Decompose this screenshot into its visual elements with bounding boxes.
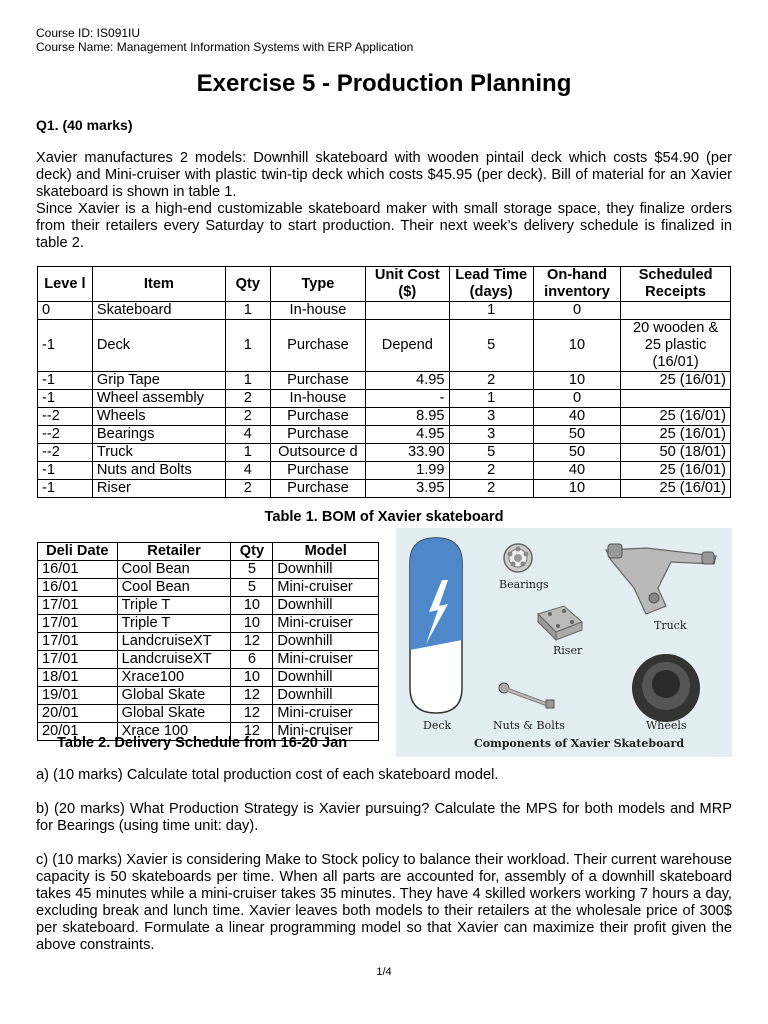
page-number: 1/4 (376, 966, 392, 978)
bom-header-cell: Scheduled Receipts (621, 267, 731, 302)
delivery-cell: Cool Bean (117, 579, 231, 597)
course-id: Course ID: IS091IU (36, 26, 141, 40)
bom-cell: 3 (449, 408, 533, 426)
bom-header-cell: On-hand inventory (533, 267, 620, 302)
bom-cell: 10 (533, 320, 620, 372)
bom-cell: --2 (38, 444, 93, 462)
bom-cell: 50 (533, 444, 620, 462)
delivery-header-cell: Qty (231, 543, 273, 561)
bom-cell: - (366, 390, 449, 408)
intro-paragraph-2: Since Xavier is a high-end customizable skateboard maker with small storage space, they finalize orders from their retailers every Saturday to start production. Their next week’s delivery schedule is finalized in table 2. (36, 201, 732, 251)
bom-cell: 50 (18/01) (621, 444, 731, 462)
delivery-cell: 5 (231, 561, 273, 579)
bom-cell: --2 (38, 408, 93, 426)
bom-cell: 25 (16/01) (621, 462, 731, 480)
bom-cell: 2 (449, 480, 533, 498)
figure-caption: Components of Xavier Skateboard (474, 737, 685, 750)
bom-cell: -1 (38, 480, 93, 498)
bom-cell: 10 (533, 372, 620, 390)
question-b: b) (20 marks) What Production Strategy is Xavier pursuing? Calculate the MPS for both models and MRP for Bearings (using time unit: day). (36, 801, 732, 834)
delivery-cell: 12 (231, 705, 273, 723)
bom-cell (621, 390, 731, 408)
delivery-row (38, 651, 379, 669)
bom-cell: 25 (16/01) (621, 480, 731, 498)
deck-label: Deck (423, 719, 452, 732)
bom-cell: 5 (449, 444, 533, 462)
bom-cell: Purchase (270, 462, 366, 480)
delivery-cell: Downhill (273, 561, 379, 579)
bom-cell: 8.95 (366, 408, 449, 426)
bom-cell: -1 (38, 372, 93, 390)
delivery-cell: Global Skate (117, 687, 231, 705)
bom-row (38, 462, 731, 480)
delivery-cell: Triple T (117, 597, 231, 615)
delivery-cell: 20/01 (38, 705, 118, 723)
nuts-bolts-label: Nuts & Bolts (493, 719, 565, 732)
bom-header-cell: Lead Time (days) (449, 267, 533, 302)
bom-cell: 4.95 (366, 426, 449, 444)
bom-cell: Outsource d (270, 444, 366, 462)
delivery-cell: 10 (231, 615, 273, 633)
delivery-cell: Downhill (273, 669, 379, 687)
delivery-cell: Cool Bean (117, 561, 231, 579)
bom-cell: 1.99 (366, 462, 449, 480)
bom-cell: 1 (225, 444, 270, 462)
bom-cell (621, 302, 731, 320)
delivery-row (38, 633, 379, 651)
delivery-row (38, 669, 379, 687)
delivery-cell: 17/01 (38, 597, 118, 615)
delivery-row (38, 687, 379, 705)
bom-cell: Purchase (270, 320, 366, 372)
bom-row (38, 302, 731, 320)
delivery-cell: Downhill (273, 687, 379, 705)
delivery-cell: 19/01 (38, 687, 118, 705)
bom-cell: -1 (38, 320, 93, 372)
bom-cell: Grip Tape (92, 372, 225, 390)
bom-cell: --2 (38, 426, 93, 444)
bom-cell: 1 (449, 302, 533, 320)
bom-cell (366, 302, 449, 320)
delivery-row (38, 597, 379, 615)
delivery-cell: 5 (231, 579, 273, 597)
bom-cell: 10 (533, 480, 620, 498)
bom-header-cell: Type (270, 267, 366, 302)
delivery-row (38, 615, 379, 633)
components-figure (396, 528, 732, 757)
bom-cell: 25 (16/01) (621, 408, 731, 426)
delivery-row (38, 561, 379, 579)
bom-cell: Wheel assembly (92, 390, 225, 408)
bom-cell: 40 (533, 408, 620, 426)
delivery-cell: 17/01 (38, 651, 118, 669)
bom-cell: 0 (38, 302, 93, 320)
page-title: Exercise 5 - Production Planning (196, 70, 572, 97)
table1-caption: Table 1. BOM of Xavier skateboard (264, 509, 504, 525)
wheel-image (632, 654, 700, 722)
bom-row (38, 390, 731, 408)
bom-cell: 2 (449, 372, 533, 390)
bom-cell: Nuts and Bolts (92, 462, 225, 480)
delivery-cell: Mini-cruiser (273, 723, 379, 741)
riser-label: Riser (553, 644, 583, 657)
bom-cell: Skateboard (92, 302, 225, 320)
bom-header-cell: Leve l (38, 267, 93, 302)
delivery-row (38, 705, 379, 723)
bom-cell: 1 (225, 320, 270, 372)
delivery-header-row (38, 543, 379, 561)
delivery-cell: 10 (231, 669, 273, 687)
bom-cell: Deck (92, 320, 225, 372)
bearing-image (504, 544, 532, 572)
delivery-cell: Xrace 100 (117, 723, 231, 741)
bom-cell: 1 (449, 390, 533, 408)
bom-cell: Purchase (270, 426, 366, 444)
bom-cell: 2 (225, 390, 270, 408)
delivery-cell: 6 (231, 651, 273, 669)
bom-header-cell: Item (92, 267, 225, 302)
bom-cell: -1 (38, 390, 93, 408)
delivery-cell: 12 (231, 687, 273, 705)
bom-row (38, 480, 731, 498)
bom-header-cell: Unit Cost ($) (366, 267, 449, 302)
bom-cell: 1 (225, 372, 270, 390)
delivery-row (38, 579, 379, 597)
bom-cell: Wheels (92, 408, 225, 426)
delivery-cell: LandcruiseXT (117, 633, 231, 651)
bom-cell: 3.95 (366, 480, 449, 498)
bom-cell: Depend (366, 320, 449, 372)
bom-cell: Truck (92, 444, 225, 462)
deck-image (410, 538, 462, 713)
bom-cell: 25 (16/01) (621, 426, 731, 444)
delivery-cell: 17/01 (38, 615, 118, 633)
bom-header-cell: Qty (225, 267, 270, 302)
bom-header-row (38, 267, 731, 302)
delivery-header-cell: Model (273, 543, 379, 561)
delivery-cell: Mini-cruiser (273, 651, 379, 669)
bom-row (38, 320, 731, 372)
table2-caption: Table 2. Delivery Schedule from 16-20 Jan (57, 735, 348, 751)
bom-row (38, 372, 731, 390)
delivery-cell: 10 (231, 597, 273, 615)
delivery-table (37, 542, 379, 741)
bom-row (38, 426, 731, 444)
question-a: a) (10 marks) Calculate total production cost of each skateboard model. (36, 767, 499, 783)
bom-cell: 4 (225, 462, 270, 480)
delivery-cell: Triple T (117, 615, 231, 633)
delivery-cell: Downhill (273, 597, 379, 615)
nuts-bolts-image (499, 683, 554, 708)
bom-cell: 50 (533, 426, 620, 444)
bom-cell: 2 (449, 462, 533, 480)
delivery-cell: LandcruiseXT (117, 651, 231, 669)
delivery-cell: Mini-cruiser (273, 579, 379, 597)
intro-paragraph-1: Xavier manufactures 2 models: Downhill skateboard with wooden pintail deck which costs $54.90 (per deck) and Mini-cruiser with plastic twin-tip deck which costs $45.95 (per deck). Bill of material for an Xavier skateboard is shown in table 1. (36, 150, 732, 200)
delivery-header-cell: Retailer (117, 543, 231, 561)
bom-cell: 3 (449, 426, 533, 444)
delivery-cell: Global Skate (117, 705, 231, 723)
bom-cell: 1 (225, 302, 270, 320)
truck-label: Truck (654, 619, 687, 632)
bom-cell: 5 (449, 320, 533, 372)
wheels-label: Wheels (646, 719, 687, 732)
delivery-cell: 12 (231, 723, 273, 741)
question-c: c) (10 marks) Xavier is considering Make to Stock policy to balance their workload. Their current warehouse capacity is 50 skateboards per time. When all parts are accounted for, assembly of a downhill skateboard takes 45 minutes while a mini-cruiser takes 35 minutes. They have 4 skilled workers working 7 hours a day, excluding break and lunch time. Xavier leaves both models to their retailers at the wholesale price of 300$ per skateboard. Formulate a linear programming model so that Xavier can maximize their profit given the above constraints. (36, 852, 732, 953)
bom-cell: 33.90 (366, 444, 449, 462)
bom-table (37, 266, 731, 498)
delivery-cell: 16/01 (38, 561, 118, 579)
bom-row (38, 444, 731, 462)
bom-cell: Bearings (92, 426, 225, 444)
question-heading: Q1. (40 marks) (36, 117, 133, 133)
bom-cell: -1 (38, 462, 93, 480)
bearings-label: Bearings (499, 578, 549, 591)
bom-cell: In-house (270, 390, 366, 408)
delivery-cell: Downhill (273, 633, 379, 651)
bom-cell: 0 (533, 302, 620, 320)
bom-cell: 25 (16/01) (621, 372, 731, 390)
bom-cell: 0 (533, 390, 620, 408)
bom-cell: 40 (533, 462, 620, 480)
delivery-cell: 17/01 (38, 633, 118, 651)
bom-cell: Purchase (270, 372, 366, 390)
bom-cell: 20 wooden & 25 plastic (16/01) (621, 320, 731, 372)
delivery-header-cell: Deli Date (38, 543, 118, 561)
truck-image (606, 544, 716, 614)
bom-cell: Riser (92, 480, 225, 498)
bom-cell: Purchase (270, 408, 366, 426)
bom-cell: 2 (225, 408, 270, 426)
bom-cell: 4 (225, 426, 270, 444)
bom-cell: 2 (225, 480, 270, 498)
delivery-body (38, 561, 379, 741)
delivery-cell: 18/01 (38, 669, 118, 687)
course-name: Course Name: Management Information Systems with ERP Application (36, 40, 414, 54)
delivery-cell: 12 (231, 633, 273, 651)
delivery-cell: Xrace100 (117, 669, 231, 687)
delivery-cell: 20/01 (38, 723, 118, 741)
bom-cell: Purchase (270, 480, 366, 498)
bom-body (38, 302, 731, 498)
riser-image (538, 606, 582, 640)
delivery-cell: Mini-cruiser (273, 615, 379, 633)
bom-cell: In-house (270, 302, 366, 320)
delivery-cell: Mini-cruiser (273, 705, 379, 723)
bom-cell: 4.95 (366, 372, 449, 390)
bom-row (38, 408, 731, 426)
delivery-cell: 16/01 (38, 579, 118, 597)
